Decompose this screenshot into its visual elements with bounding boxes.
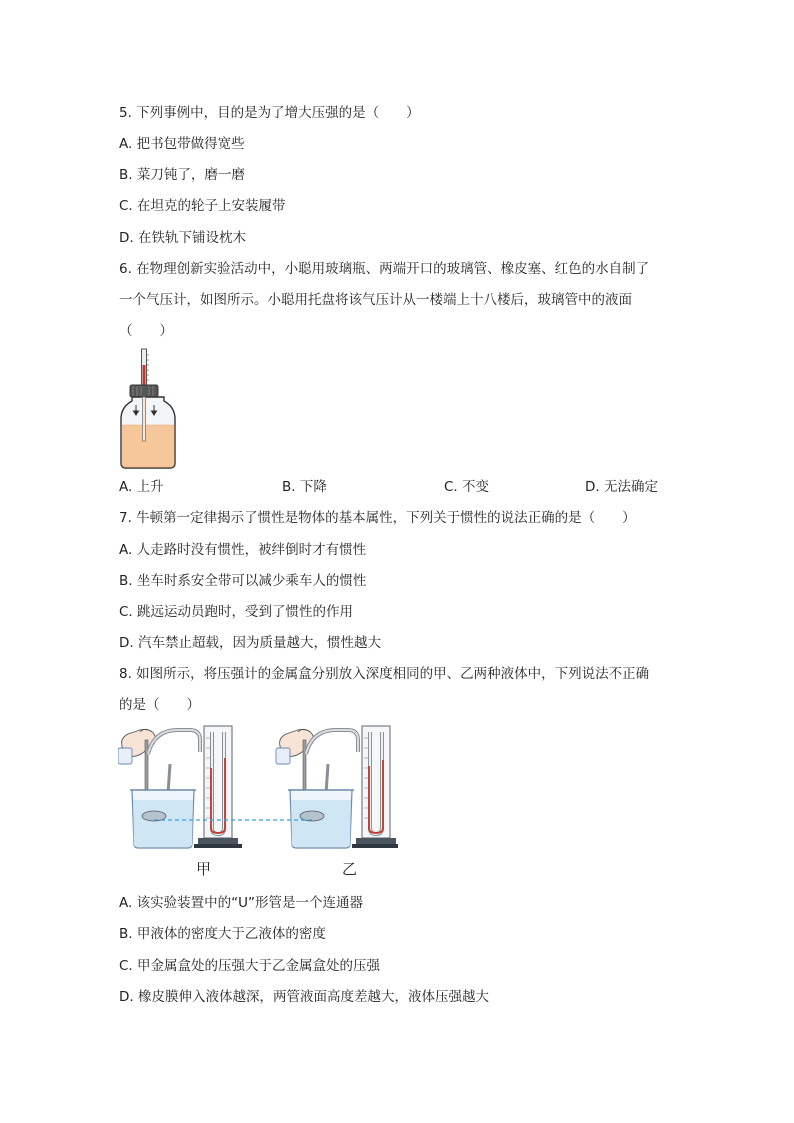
apparatus-jia [118,726,242,848]
q6-option-a: A. 上升 [119,479,164,495]
pressure-gauge-figure [118,724,398,852]
q8-option-a: A. 该实验装置中的“U”形管是一个连通器 [119,895,363,911]
q5-option-c: C. 在坦克的轮子上安装履带 [119,198,286,214]
q6-stem-line2: 一个气压计，如图所示。小聪用托盘将该气压计从一楼端上十八楼后，玻璃管中的液面 [119,292,632,308]
q5-option-a: A. 把书包带做得宽些 [119,136,245,152]
q5-option-d: D. 在铁轨下铺设枕木 [119,230,246,246]
q6-option-d: D. 无法确定 [585,479,658,495]
q7-stem: 7. 牛顿第一定律揭示了惯性是物体的基本属性，下列关于惯性的说法正确的是（ ） [119,510,636,526]
orange-liquid [122,425,174,467]
figure-label-yi: 乙 [342,860,358,878]
rubber-stopper [130,385,158,397]
q7-option-c: C. 跳远运动员跑时，受到了惯性的作用 [119,604,354,620]
q7-option-a: A. 人走路时没有惯性，被绊倒时才有惯性 [119,542,367,558]
glass-tube-inside [143,397,146,441]
q7-option-d: D. 汽车禁止超载，因为质量越大，惯性越大 [119,635,381,651]
q7-option-b: B. 坐车时系安全带可以减少乘车人的惯性 [119,573,367,589]
q8-option-c: C. 甲金属盒处的压强大于乙金属盒处的压强 [119,958,381,974]
q8-stem-line2: 的是（ ） [119,697,200,713]
q5-stem: 5. 下列事例中，目的是为了增大压强的是（ ） [119,105,420,121]
q8-option-b: B. 甲液体的密度大于乙液体的密度 [119,926,326,942]
q8-stem-line1: 8. 如图所示，将压强计的金属盒分别放入深度相同的甲、乙两种液体中，下列说法不正确 [119,666,650,682]
q6-option-b: B. 下降 [282,479,327,495]
q5-option-b: B. 菜刀钝了，磨一磨 [119,167,245,183]
barometer-bottle-figure [118,347,182,471]
q6-stem-line1: 6. 在物理创新实验活动中，小聪用玻璃瓶、两端开口的玻璃管、橡皮塞、红色的水自制了 [119,261,650,277]
apparatus-yi [276,726,398,848]
figure-label-jia: 甲 [196,860,212,878]
q6-stem-line3: （ ） [119,323,173,339]
q6-option-c: C. 不变 [444,479,490,495]
q8-option-d: D. 橡皮膜伸入液体越深，两管液面高度差越大，液体压强越大 [119,989,489,1005]
